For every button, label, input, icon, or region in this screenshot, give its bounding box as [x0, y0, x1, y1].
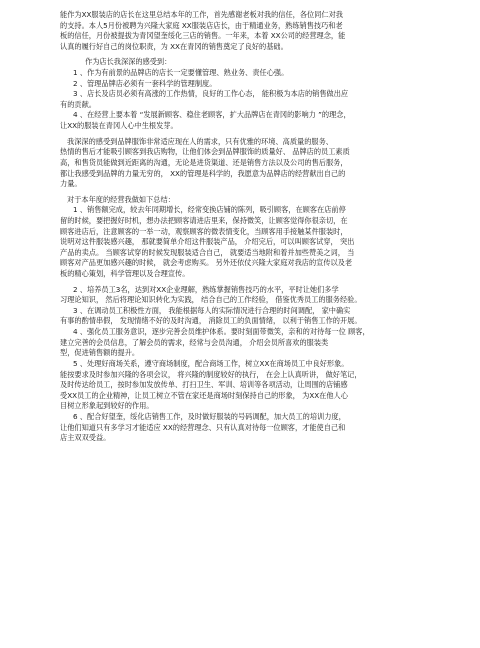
- paragraph: [60, 89, 464, 110]
- text-line: 建立完善的会员信息，了解会员的需求，经常与会员沟通， 介绍会员所喜欢的服装类: [60, 337, 329, 347]
- text-line: 目树立形象起到较好的作用。: [60, 401, 154, 411]
- paragraph: [60, 306, 464, 327]
- text-line: 2 、管理品牌店必须有一套科学的管理制度。: [73, 78, 217, 88]
- text-line: 让XX的服装在青冈人心中生根发芽。: [60, 121, 178, 131]
- text-line: 3 、在调动员工积极性方面， 我能根据每人的实际情况进行合理的时间调配， 家中确实: [73, 305, 351, 315]
- paragraph: [60, 195, 464, 206]
- text-line: 能作为XX服装店的店长在这里总结本年的工作，首先感谢老板对我的信任，各位同仁对我: [60, 10, 343, 19]
- paragraph: [60, 57, 464, 68]
- paragraph: [60, 327, 464, 359]
- text-line: 6 、配合好望奎，绥化店销售工作，及时做好服装的号码调配，加大员工的培训力度，: [73, 411, 346, 421]
- text-line: 说明对这件服装感兴趣， 那就要简单介绍这件服装产品， 介绍完后，可以叫顾客试穿， 突出: [60, 237, 355, 247]
- text-line: 店主双双受益。: [60, 433, 111, 443]
- text-line: 的支持。本人5月份被聘为兴隆大家庭 XX服装店店长，由于精通业务，熟练销售技巧和老: [60, 20, 343, 30]
- text-line: 板的信任，月份被提拔为青冈望奎绥化三店的销售。一年来，本着 XX公司的经营理念，能: [60, 31, 346, 41]
- text-line: 及时传达给员工，按时参加发放传单、打扫卫生、军训、培训等各项活动，让周围的店铺感: [60, 380, 348, 390]
- text-line: 留的时候，要把握好时机，想办法把顾客请进店里来，保持微笑，让顾客觉得你很亲切，在: [60, 215, 348, 225]
- text-line: 3 、店长及店员必须有高涨的工作热情，良好的工作心态， 能积极为本店的销售做出应: [73, 89, 349, 99]
- text-line: 顾客对产品更加感兴趣的时候， 就会考虑购买。 另外还依仗兴隆大家庭对我店的宣传以及老: [60, 258, 353, 268]
- paragraph: [60, 68, 464, 79]
- text-line: 高，和售货员能做到近距离的沟通，无论是进货渠道、还是销售方法以及公司的售后服务，: [60, 157, 348, 167]
- text-line: 让他们知道只有多学习才能适应 XX的经营理念、只有认真对待每一位顾客，才能使自己和: [60, 422, 346, 432]
- text-line: 1 、作为有前景的品牌店的店长一定要懂管理、熟业务、责任心强。: [73, 68, 289, 78]
- paragraph: [60, 137, 464, 190]
- text-line: 4 、强化员工服务意识，逐步完善会员维护体系。要时刻面带微笑，亲和的对待每一位 顾客，: [73, 327, 370, 337]
- paragraph: [60, 205, 464, 279]
- text-line: 型，促进销售额的提升。: [60, 348, 140, 358]
- text-line: 我深深的感受到品牌服饰非常适应现在人的需求，只有优雅的环境、高质量的服务、: [67, 136, 333, 146]
- text-line: 习理论知识， 然后将理论知识转化为实践， 结合自己的工作经验， 借鉴优秀员工的服务经验。: [60, 295, 362, 305]
- text-line: 受XX员工的企业精神，让员工树立不管在家还是商场时刻保持自己的形象， 为XX在他人心: [60, 390, 348, 400]
- text-line: 对于本年度的经营我做如下总结：: [67, 194, 175, 204]
- text-line: 认真的履行好自己的岗位职责，为 XX在青冈的销售奠定了良好的基础。: [60, 41, 288, 51]
- text-line: 有事的酌情串假， 发现情绪不好的及时沟通， 消除员工的负面情绪， 以利于销售工作的开展。: [60, 316, 362, 326]
- paragraph: [60, 412, 464, 444]
- text-line: 顾客进店后，注意顾客的一举一动，观察顾客的微表情变化，当顾客用手接触某件服装时，: [60, 226, 348, 236]
- paragraph: [60, 79, 464, 90]
- text-line: 能按要求及时参加兴隆的各项会议， 将兴隆的制度较好的执行， 在会上认真听讲， 做好笔记，: [60, 369, 362, 379]
- text-line: 作为店长我深深的感受到：: [85, 57, 172, 67]
- text-line: 1 、销售额完成，较去年同期增长，经常变换店铺的陈列，吸引顾客，在顾客在店前停: [73, 205, 346, 215]
- text-line: 2 、培养员工3名，达到对XX企业理解，熟练掌握销售技巧的水平，平时让她们多学: [73, 284, 339, 294]
- text-line: 5 、处理好商场关系，遵守商场制度，配合商场工作，树立XX在商场员工中良好形象。: [73, 358, 349, 368]
- text-line: 都让我感受到品牌的力量无穷的， XX的管理是科学的，我愿意为品牌店的经营献出自己的: [60, 168, 346, 178]
- paragraph: [60, 110, 464, 131]
- paragraph: [60, 359, 464, 412]
- text-line: 有的贡献。: [60, 99, 96, 109]
- text-line: 热情的售后才能吸引顾客到我店购物，让他们体会到品牌服饰的质量好、 品牌店的员工素质: [60, 147, 350, 157]
- text-line: 产品的卖点。 当顾客试穿的时候发现服装适合自己， 就要适当地附和着并加些赞美之词， 当: [60, 247, 355, 257]
- text-line: 4 、在经营上要本着 “发展新顾客、稳住老顾客，扩大品牌店在青冈的影响力 ”的理念，: [73, 110, 351, 120]
- text-line: 力量。: [60, 179, 82, 189]
- paragraph: [60, 10, 464, 52]
- text-line: 板的精心策划，科学管理以及合理宣传。: [60, 269, 190, 279]
- paragraph: [60, 285, 464, 306]
